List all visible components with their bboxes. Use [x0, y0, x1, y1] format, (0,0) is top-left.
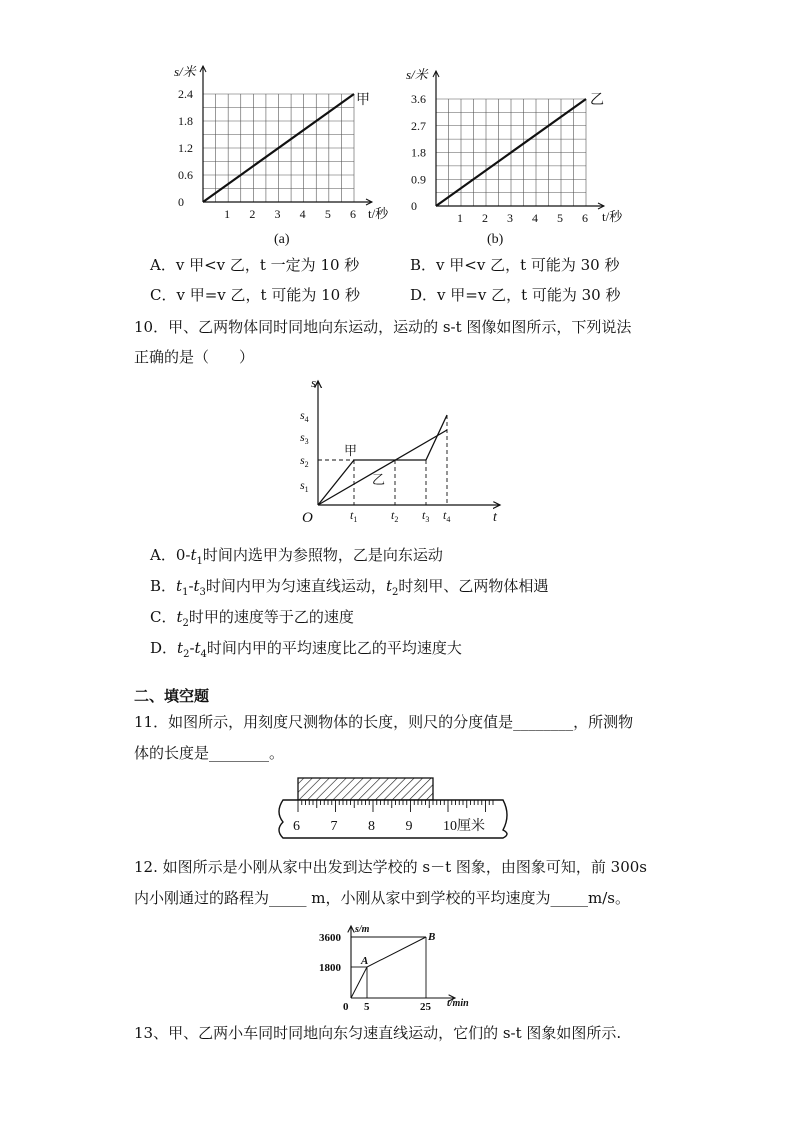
q10-ytick-s2: $s_2$ [300, 453, 309, 469]
q10-xtick-t3: $t_3$ [422, 508, 430, 524]
q12-xtick-5: 5 [364, 1001, 370, 1013]
chart-b-ytick-2.7: 2.7 [411, 118, 426, 133]
chart-a-grid [200, 66, 372, 205]
q9-option-d: D．v 甲=v 乙，t 可能为 30 秒 [410, 286, 621, 304]
ruler-label-1: 7 [330, 819, 338, 834]
q10-stem-line2: 正确的是（ ） [134, 348, 255, 366]
chart-a [150, 60, 410, 250]
q10-series-yi [318, 430, 447, 505]
chart-a-xtick-3: 3 [274, 207, 281, 221]
q10-series-jia [318, 415, 447, 505]
chart-a-ytick-2.4: 2.4 [178, 87, 193, 101]
chart-a-ytick-1.8: 1.8 [178, 114, 193, 128]
q9-option-a: A．v 甲<v 乙，t 一定为 10 秒 [150, 256, 360, 274]
chart-a-caption: (a) [274, 232, 290, 247]
ruler-label-0: 6 [293, 819, 300, 834]
q10-label-jia: 甲 [344, 443, 358, 458]
chart-b-xlabel: t/秒 [602, 209, 623, 224]
q10-xtick-t4: $t_4$ [443, 508, 451, 524]
chart-a-xtick-5: 5 [324, 207, 331, 221]
q10-option-c: C．$t_2$时甲的速度等于乙的速度 [150, 608, 354, 629]
chart-a-ytick-0: 0 [178, 195, 184, 209]
q10-option-a: A．$0-t_1$时间内选甲为参照物，乙是向东运动 [150, 546, 443, 567]
q12-ytick-1800: 1800 [319, 962, 341, 974]
chart-a-series-label: 甲 [356, 93, 370, 108]
q10-label-yi: 乙 [372, 472, 386, 487]
q12-xtick-25: 25 [420, 1001, 431, 1013]
chart-b-caption: (b) [487, 232, 504, 247]
chart-b-xtick-2: 2 [482, 211, 488, 225]
q12-series [351, 937, 426, 998]
ruler-label-2: 8 [368, 819, 375, 834]
chart-b-xtick-4: 4 [532, 211, 538, 225]
ruler-label-4: 10厘米 [443, 819, 485, 834]
chart-a-xtick-1: 1 [224, 207, 231, 221]
chart-b-ylabel: s/米 [406, 67, 428, 82]
chart-b-ytick-0.9: 0.9 [411, 172, 426, 187]
chart-a-xtick-2: 2 [249, 207, 256, 221]
q12-point-a: A [361, 955, 369, 967]
q10-ytick-s4: $s_4$ [300, 408, 309, 424]
q9-option-b: B．v 甲<v 乙，t 可能为 30 秒 [410, 256, 620, 274]
q10-ytick-s1: $s_1$ [300, 478, 309, 494]
chart-b-xtick-1: 1 [457, 211, 463, 225]
chart-b-grid [433, 71, 604, 209]
q10-origin: O [302, 510, 313, 526]
chart-b-xtick-6: 6 [582, 211, 588, 225]
q10-ylabel: s [311, 375, 317, 390]
q10-xlabel: t [493, 510, 497, 525]
q12-ytick-3600: 3600 [319, 932, 341, 944]
q11-stem-line2: 体的长度是________。 [134, 744, 285, 762]
ruler-figure [271, 768, 521, 848]
chart-b-xtick-3: 3 [507, 211, 513, 225]
q12-ylabel: s/m [355, 924, 370, 935]
q12-point-b: B [428, 931, 436, 943]
q12-stem-line2: 内小刚通过的路程为_____ m，小刚从家中到学校的平均速度为_____m/s。 [134, 889, 630, 907]
measured-object [298, 778, 433, 800]
chart-q12 [315, 920, 485, 1015]
chart-a-xtick-6: 6 [350, 207, 356, 221]
chart-b-xtick-5: 5 [557, 211, 563, 225]
chart-a-xtick-4: 4 [299, 207, 306, 221]
q13-stem-line1: 13、甲、乙两小车同时同地向东匀速直线运动，它们的 s-t 图象如图所示. [134, 1024, 622, 1042]
chart-a-ytick-1.2: 1.2 [178, 141, 193, 155]
section-heading: 二、填空题 [134, 687, 210, 705]
ruler-label-3: 9 [405, 819, 413, 834]
q10-xtick-t1: $t_1$ [350, 508, 358, 524]
chart-b-ytick-0: 0 [411, 199, 417, 213]
chart-b [400, 60, 660, 250]
chart-b-series-label: 乙 [590, 93, 604, 108]
chart-q10 [295, 375, 510, 530]
q12-xlabel: t/min [447, 998, 469, 1009]
q12-xtick-0: 0 [343, 1001, 349, 1013]
q10-xtick-t2: $t_2$ [391, 508, 399, 524]
q11-stem-line1: 11．如图所示，用刻度尺测物体的长度，则尺的分度值是________，所测物 [134, 713, 634, 731]
chart-a-ylabel: s/米 [174, 64, 196, 79]
q10-ytick-s3: $s_3$ [300, 430, 309, 446]
chart-b-ytick-3.6: 3.6 [411, 92, 426, 106]
chart-a-ytick-0.6: 0.6 [178, 168, 193, 182]
q12-stem-line1: 12. 如图所示是小刚从家中出发到达学校的 s－t 图象，由图象可知，前 300s [134, 858, 647, 876]
q10-stem-line1: 10．甲、乙两物体同时同地向东运动，运动的 s-t 图像如图所示，下列说法 [134, 318, 632, 336]
q10-option-b: B．$t_1-t_3$时间内甲为匀速直线运动，$t_2$时刻甲、乙两物体相遇 [150, 577, 549, 598]
q9-option-c: C．v 甲=v 乙，t 可能为 10 秒 [150, 286, 360, 304]
chart-a-xlabel: t/秒 [368, 206, 389, 221]
q10-option-d: D．$t_2-t_4$时间内甲的平均速度比乙的平均速度大 [150, 639, 462, 660]
chart-b-ytick-1.8: 1.8 [411, 145, 426, 160]
